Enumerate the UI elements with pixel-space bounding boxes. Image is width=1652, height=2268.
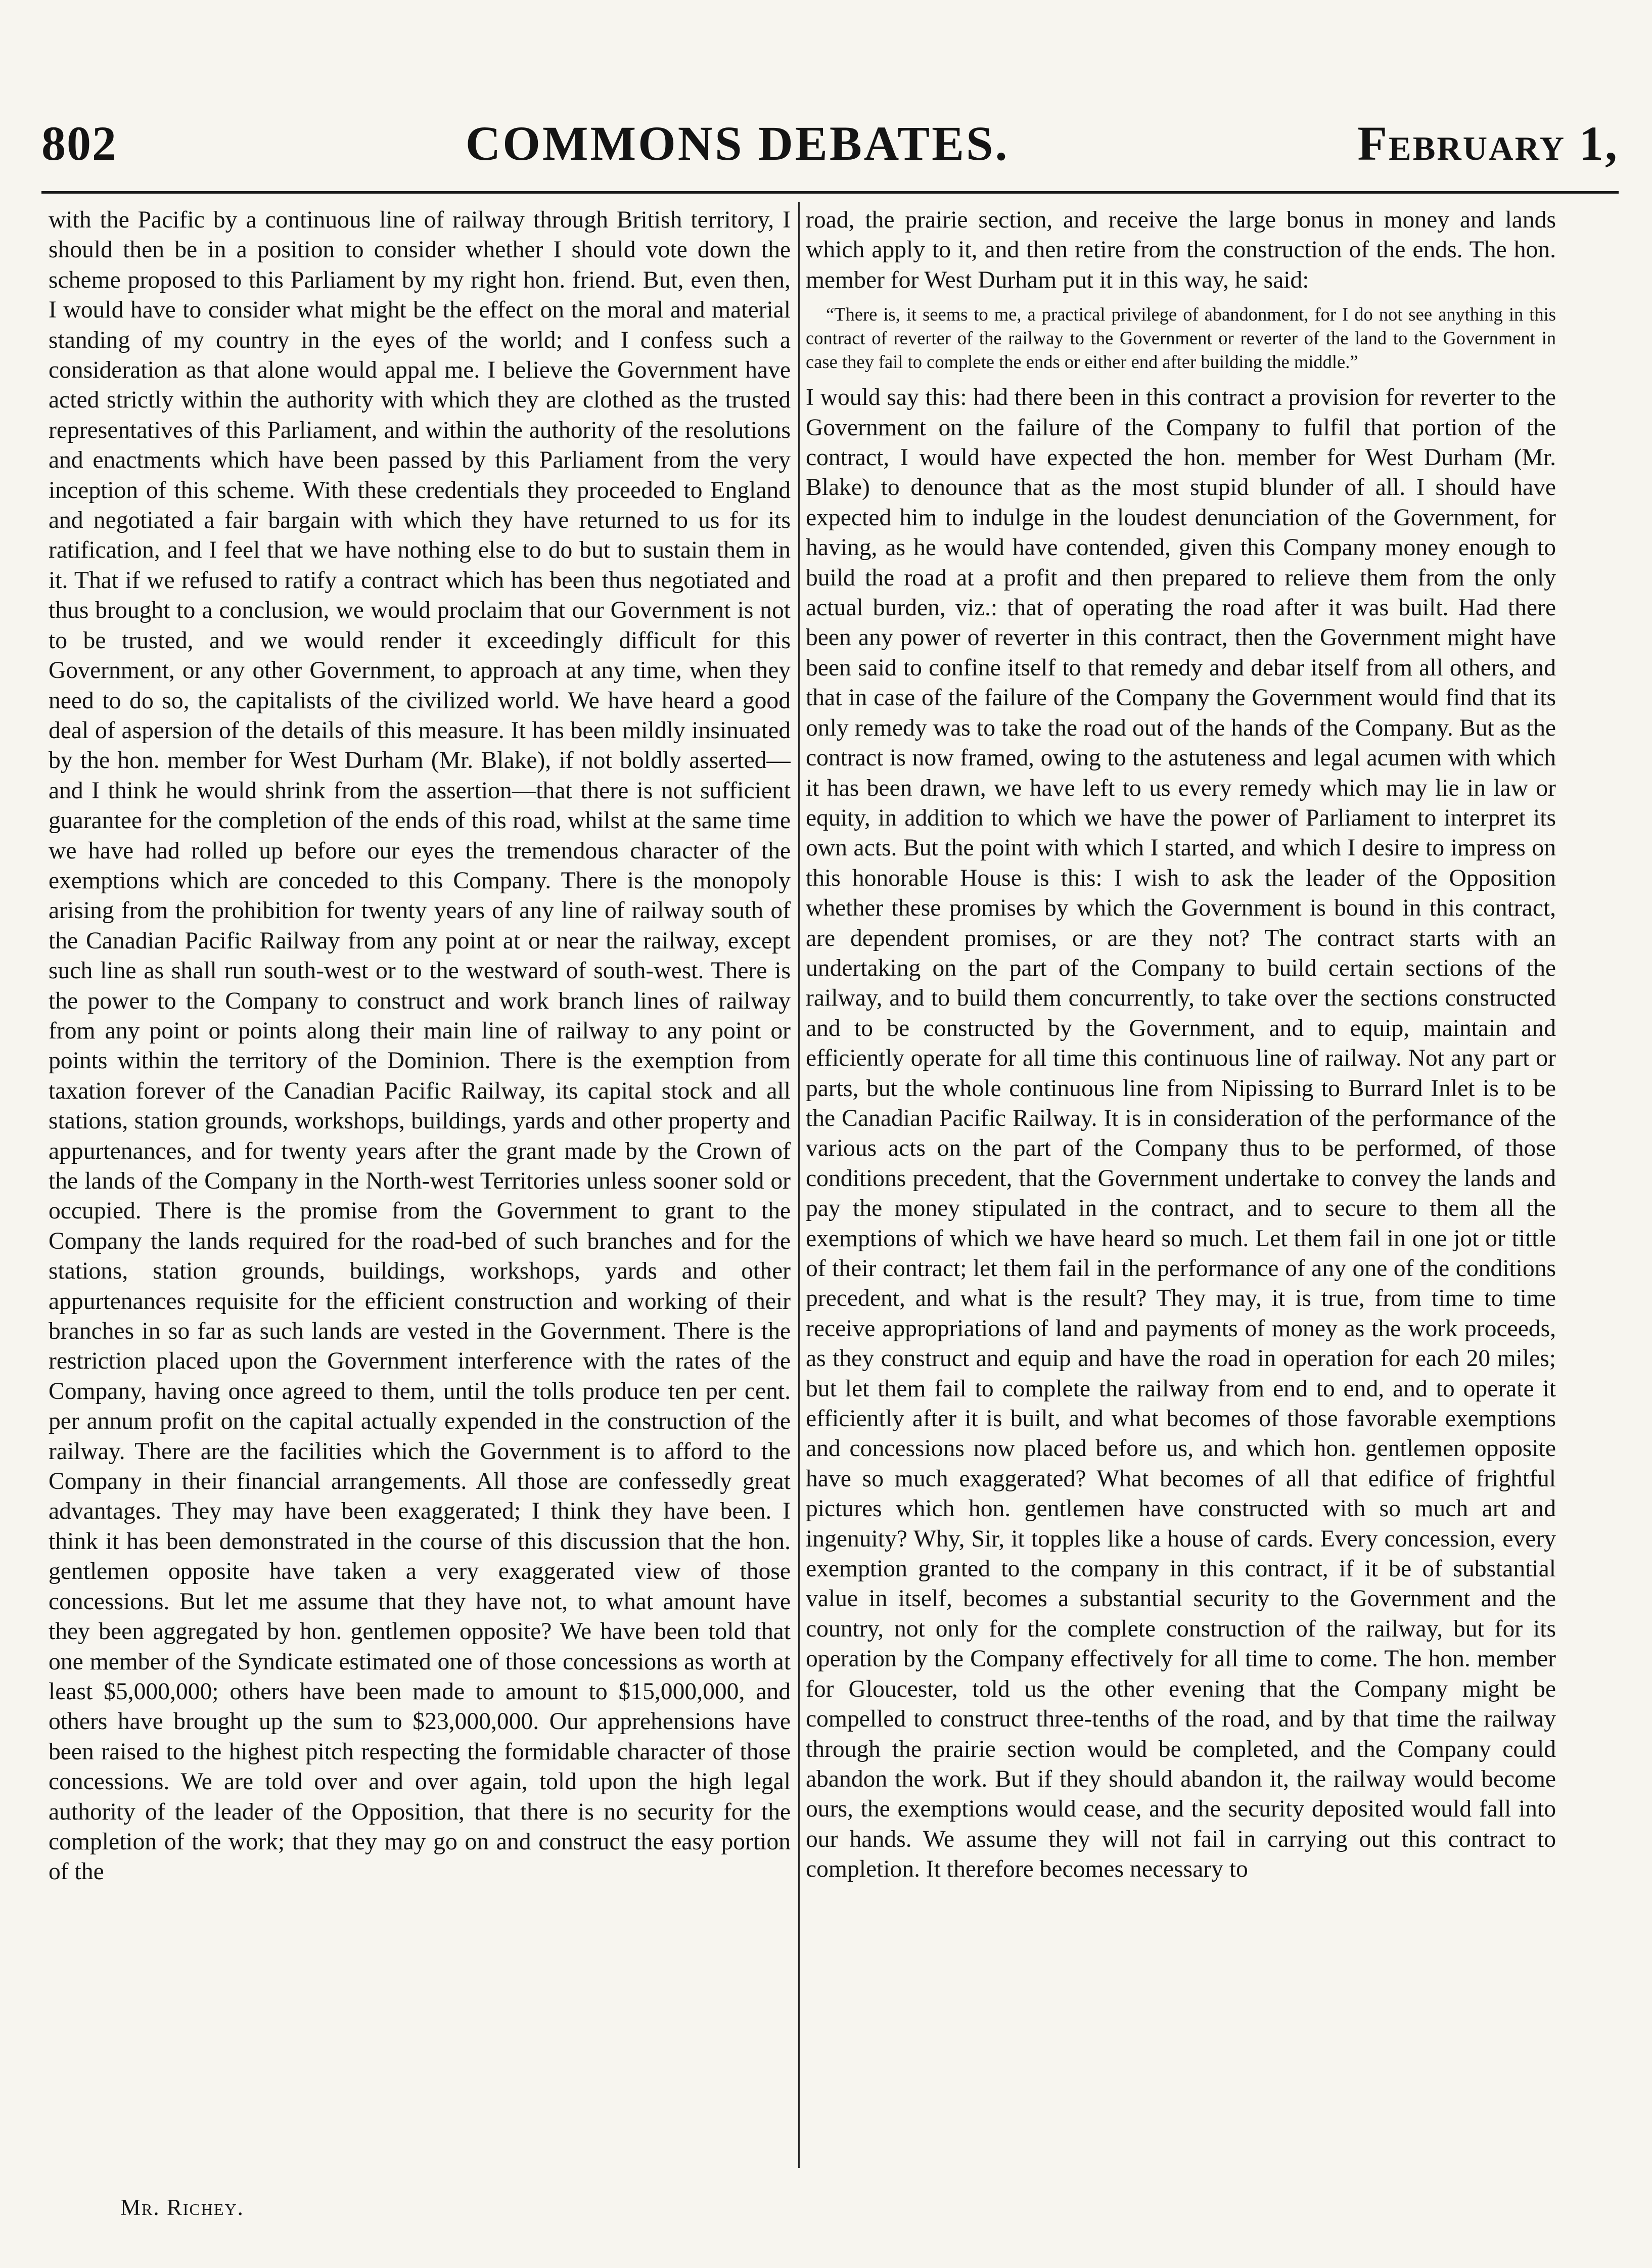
header-rule: [41, 191, 1619, 194]
page-number: 802: [41, 116, 117, 170]
speaker-footer: Mr. Richey.: [120, 2195, 244, 2220]
left-column: [49, 205, 791, 2187]
block-quote: [806, 302, 1556, 374]
quote-text: “There is, it seems to me, a practical privilege of abandonment, for I do not see anything in this contract of reverter of the railway to the Government or reverter of the land to the Government in case they fail to complete the ends or either end after building the middle.”: [806, 304, 1556, 373]
left-column-text: with the Pacific by a continuous line of railway through British territory, I should then be in a position to consider whether I should vote down the scheme proposed to this Parliament by my right hon. friend. But, even then, I would have to consider what might be the effect on the moral and material standing of my country in the eyes of the world; and I confess such a consideration as that alone would appal me. I believe the Government have acted strictly within the authority with which they are clothed as the trusted representatives of this Parliament, and within the authority of the resolutions and enactments which have been passed by this Parliament from the very inception of this scheme. With these credentials they proceeded to England and negotiated a fair bargain with which they have returned to us for its ratification, and I feel that we have nothing else to do but to sustain them in it. That if we refused to ratify a contract which has been thus negotiated and thus brought to a conclusion, we would proclaim that our Government is not to be trusted, and we would render it exceedingly difficult for this Government, or any other Government, to approach at any time, when they need to do so, the capitalists of the civilized world. We have heard a good deal of aspersion of the details of this measure. It has been mildly insinuated by the hon. member for West Durham (Mr. Blake), if not boldly asserted—and I think he would shrink from the assertion—that there is not sufficient guarantee for the completion of the ends of this road, whilst at the same time we have had rolled up before our eyes the tremendous character of the exemptions which are conceded to this Company. There is the monopoly arising from the prohibition for twenty years of any line of railway south of the Canadian Pacific Railway from any point at or near the railway, except such line as shall run south-west or to the westward of south-west. There is the power to the Company to construct and work branch lines of railway from any point or points along their main line of railway to any point or points within the territory of the Dominion. There is the exemption from taxation forever of the Canadian Pacific Railway, its capital stock and all stations, station grounds, workshops, buildings, yards and other property and appurtenances, and for twenty years after the grant made by the Crown of the lands of the Company in the North-west Territories unless sooner sold or occupied. There is the promise from the Government to grant to the Company the lands required for the road-bed of such branches and for the stations, station grounds, buildings, workshops, yards and other appurtenances requisite for the efficient construction and working of their branches in so far as such lands are vested in the Government. There is the restriction placed upon the Government interference with the rates of the Company, having once agreed to them, until the tolls produce ten per cent. per annum profit on the capital actually expended in the construction of the railway. There are the facilities which the Government is to afford to the Company in their financial arrangements. All those are confessedly great advantages. They may have been exaggerated; I think they have been. I think it has been demonstrated in the course of this discussion that the hon. gentlemen opposite have taken a very exaggerated view of those concessions. But let me assume that they have not, to what amount have they been aggregated by hon. gentlemen opposite? We have been told that one member of the Syndicate estimated one of those concessions as worth at least $5,000,000; others have been made to amount to $15,000,000, and others have brought up the sum to $23,000,000. Our apprehensions have been raised to the highest pitch respecting the formidable character of those concessions. We are told over and over again, told upon the high legal authority of the leader of the Opposition, that there is no security for the completion of the work; that they may go on and construct the easy portion of the: [49, 207, 791, 1885]
right-column: [806, 205, 1556, 2187]
right-column-intro: road, the prairie section, and receive the large bonus in money and lands which apply to it, and then retire from the construction of the ends. The hon. member for West Durham put it in this way, he said:: [806, 207, 1556, 293]
publication-title: COMMONS DEBATES.: [465, 116, 1009, 170]
header-date: February 1,: [1357, 116, 1619, 170]
column-divider: [798, 202, 800, 2168]
page-header: [41, 115, 1619, 171]
right-column-text: I would say this: had there been in this contract a provision for reverter to the Government on the failure of the Company to fulfil that portion of the contract, I would have expected the hon. member for West Durham (Mr. Blake) to denounce that as the most stupid blunder of all. I should have expected him to indulge in the loudest denunciation of the Government, for having, as he would have contended, given this Company money enough to build the road at a profit and then prepared to relieve them from the only actual burden, viz.: that of operating the road after it was built. Had there been any power of reverter in this contract, then the Government might have been said to confine itself to that remedy and debar itself from all others, and that in case of the failure of the Company the Government would find that its only remedy was to take the road out of the hands of the Company. But as the contract is now framed, owing to the astuteness and legal acumen with which it has been drawn, we have left to us every remedy which may lie in law or equity, in addition to which we have the power of Parliament to interpret its own acts. But the point with which I started, and which I desire to impress on this honorable House is this: I wish to ask the leader of the Opposition whether these promises by which the Government is bound in this contract, are dependent promises, or are they not? The contract starts with an undertaking on the part of the Company to build certain sections of the railway, and to build them concurrently, to take over the sections constructed and to be constructed by the Government, and to equip, maintain and efficiently operate for all time this continuous line of railway. Not any part or parts, but the whole continuous line from Nipissing to Burrard Inlet is to be the Canadian Pacific Railway. It is in consideration of the performance of the various acts on the part of the Company thus to be performed, of those conditions precedent, that the Government undertake to convey the lands and pay the money stipulated in the contract, and to secure to them all the exemptions of which we have heard so much. Let them fail in one jot or tittle of their contract; let them fail in the performance of any one of the conditions precedent, and what is the result? They may, it is true, from time to time receive appropriations of land and payments of money as the work proceeds, as they construct and equip and have the road in operation for each 20 miles; but let them fail to complete the railway from end to end, and to operate it efficiently after it is built, and what becomes of those favorable exemptions and concessions now placed before us, and which hon. gentlemen opposite have so much exaggerated? What becomes of all that edifice of frightful pictures which hon. gentlemen have constructed with so much art and ingenuity? Why, Sir, it topples like a house of cards. Every concession, every exemption granted to the company in this contract, if it be of substantial value in itself, becomes a substantial security to the Government and the country, not only for the complete construction of the railway, but for its operation by the Company effectively for all time to come. The hon. member for Gloucester, told us the other evening that the Company might be compelled to construct three-tenths of the road, and by that time the railway through the prairie section would be completed, and the Company could abandon the work. But if they should abandon it, the railway would become ours, the exemptions would cease, and the security deposited would fall into our hands. We assume they will not fail in carrying out this contract to completion. It therefore becomes necessary to: [806, 384, 1556, 1883]
